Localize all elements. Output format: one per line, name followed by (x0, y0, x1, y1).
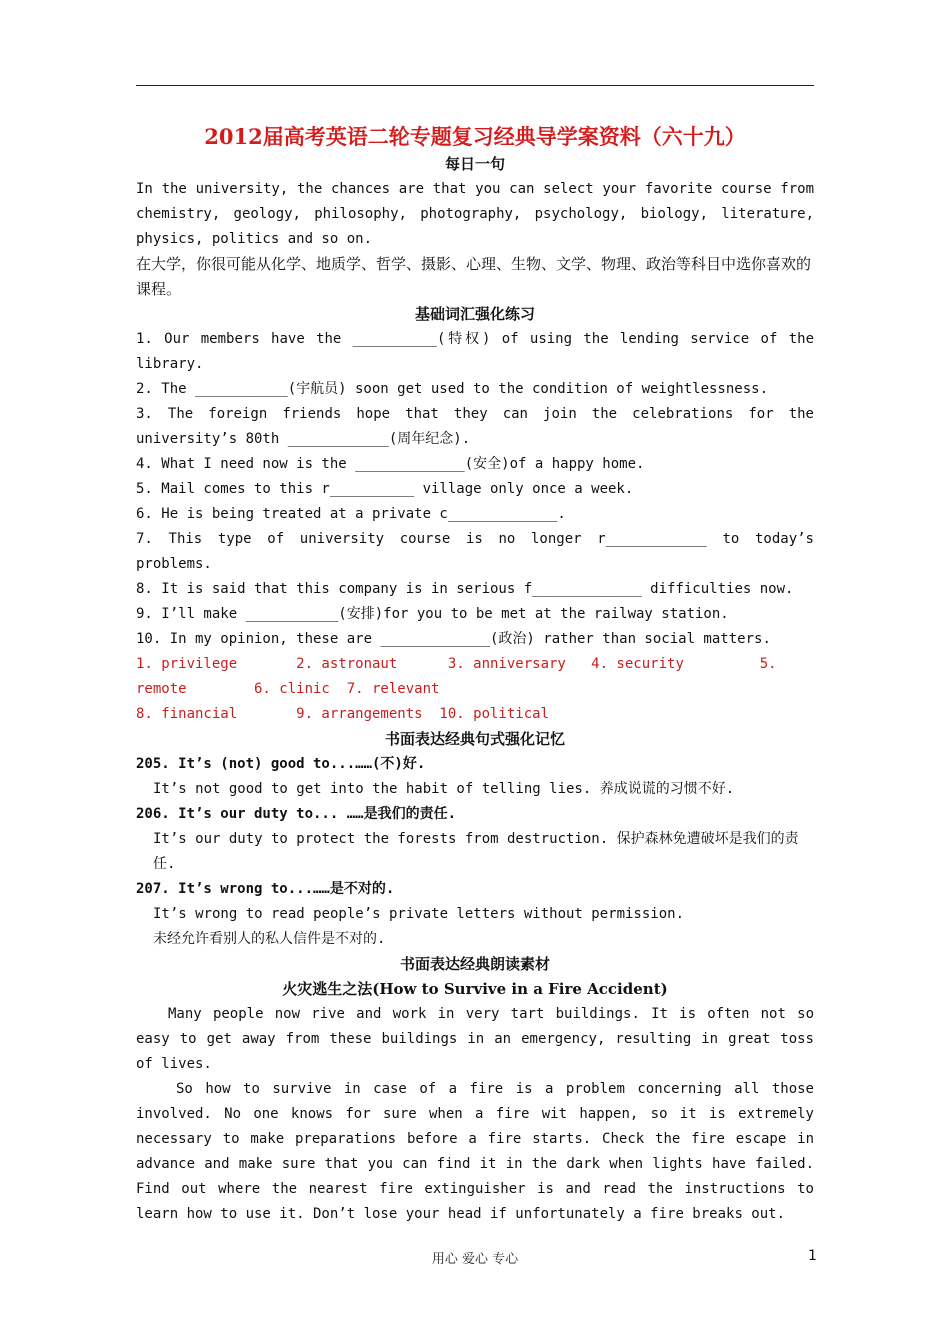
vocab-answer-line: 1. privilege 2. astronaut 3. anniversary 4. security 5. (136, 656, 777, 672)
pattern-title: 205. It’s (not) good to...……(不)好. (136, 756, 426, 772)
page-footer: 用心 爱心 专心 (431, 1252, 519, 1267)
reading-paragraph: Many people now rive and work in very tart buildings. It is often not so easy to get away from these buildings in an emergency, resulting in great toss of lives. (136, 1006, 814, 1072)
patterns-heading: 书面表达经典句式强化记忆 (384, 730, 565, 748)
daily-heading: 每日一句 (444, 155, 505, 173)
header-rule (136, 85, 814, 86)
vocab-item: 7. This type of university course is no longer r____________ to today’s problems. (136, 531, 814, 572)
daily-chinese: 在大学，你很可能从化学、地质学、哲学、摄影、心理、生物、文学、物理、政治等科目中选你喜欢的课程。 (136, 255, 812, 298)
vocab-item: 9. I’ll make ___________(安排)for you to be met at the railway station. (136, 606, 729, 622)
pattern-example: It’s not good to get into the habit of telling lies. 养成说谎的习惯不好. (153, 781, 735, 797)
vocab-heading: 基础词汇强化练习 (414, 305, 535, 323)
reading-subheading: 火灾逃生之法(How to Survive in a Fire Accident) (282, 980, 668, 998)
reading-heading: 书面表达经典朗读素材 (399, 955, 550, 973)
pattern-title: 206. It’s our duty to... ……是我们的责任. (136, 806, 457, 822)
vocab-item: 5. Mail comes to this r__________ village only once a week. (136, 481, 634, 497)
document-body (136, 122, 814, 1227)
reading-paragraph: So how to survive in case of a fire is a problem concerning all those involved. No one knows for sure when a fire wit happen, so it is extremely necessary to make preparations before a fire starts. Check the fire escape in advance and make sure that you can find it in the dark when lights have failed. Find out where the nearest fire extinguisher is and read the instructions to learn how to use it. Don’t lose your head if unfortunately a fire breaks out. (136, 1081, 814, 1222)
pattern-example: It’s wrong to read people’s private letters without permission. (153, 906, 685, 922)
vocab-item: 3. The foreign friends hope that they can join the celebrations for the university’s 80th ____________(周年纪念). (136, 406, 814, 447)
vocab-answer-line: remote 6. clinic 7. relevant (136, 681, 440, 697)
vocab-answer-line: 8. financial 9. arrangements 10. political (136, 706, 550, 722)
vocab-item: 4. What I need now is the _____________(安全)of a happy home. (136, 456, 645, 472)
vocab-item: 6. He is being treated at a private c_____________. (136, 506, 566, 522)
pattern-example: 未经允许看别人的私人信件是不对的. (153, 931, 386, 947)
pattern-title: 207. It’s wrong to...……是不对的. (136, 881, 395, 897)
vocab-item: 10. In my opinion, these are _____________(政治) rather than social matters. (136, 631, 771, 647)
vocab-item: 1. Our members have the __________(特权) of using the lending service of the library. (136, 331, 814, 372)
vocab-item: 2. The ___________(宇航员) soon get used to the condition of weightlessness. (136, 381, 769, 397)
daily-english: In the university, the chances are that you can select your favorite course from chemistry, geology, philosophy, photography, psychology, biology, literature, physics, politics and so on. (136, 181, 814, 247)
document-title: 2012届高考英语二轮专题复习经典导学案资料（六十九） (204, 124, 746, 149)
vocab-item: 8. It is said that this company is in serious f_____________ difficulties now. (136, 581, 794, 597)
page-number: 1 (808, 1248, 817, 1264)
pattern-example: It’s our duty to protect the forests from destruction. 保护森林免遭破坏是我们的责任. (153, 831, 799, 872)
